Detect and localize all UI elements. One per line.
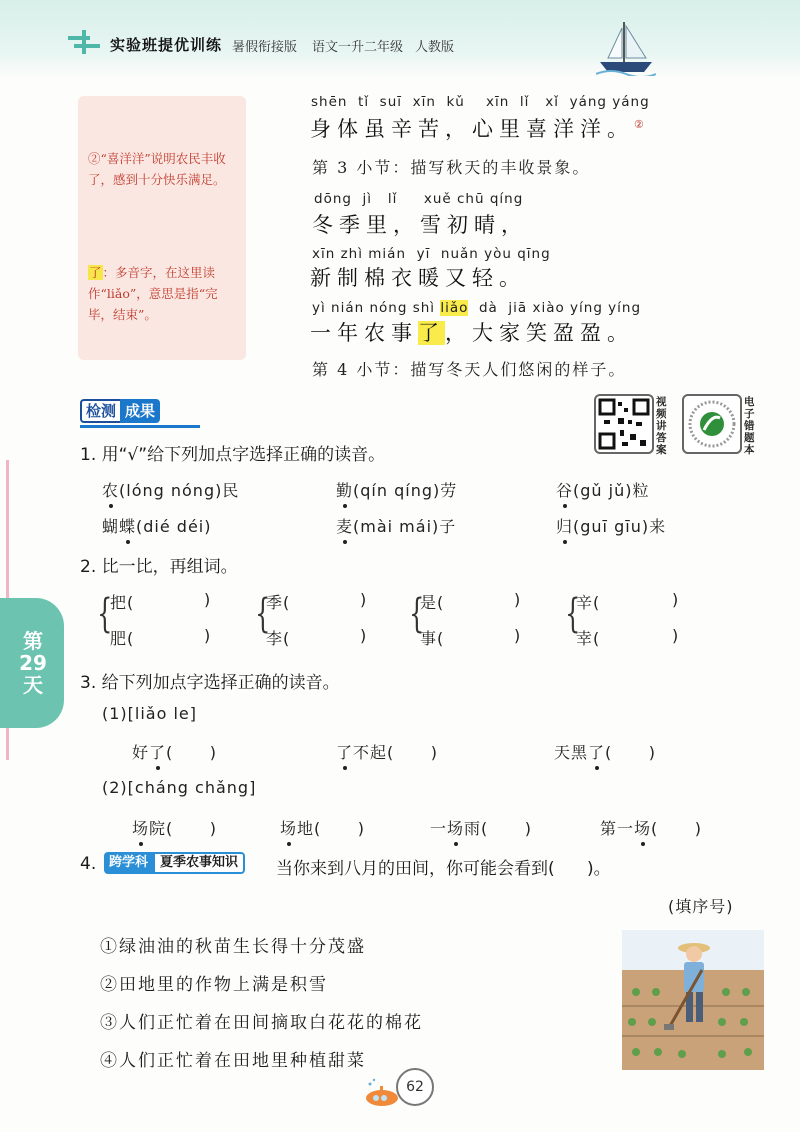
brace-icon: { (97, 591, 113, 637)
section-tag-a: 检测 (80, 399, 120, 423)
annotation-note-1: ②“喜洋洋”说明农民丰收了，感到十分快乐满足。 (88, 151, 226, 187)
cross-subject-tag-b: 夏季农事知识 (153, 852, 245, 874)
q3-g2-item-4 (600, 816, 702, 839)
q2-word-3a[interactable]: 是( (420, 593, 445, 612)
section-4-note: 第 4 小节：描写冬天人们悠闲的样子。 (312, 360, 627, 379)
mistake-book-qr-label: 电子错题本 (744, 396, 755, 456)
q3-g2-item-2 (280, 816, 365, 839)
poem-line4-pinyin-highlight: liǎo (440, 300, 469, 316)
q3-g2-item-1 (132, 816, 217, 839)
answer-blank[interactable]: 雨( ) (464, 819, 533, 838)
poem-line4-highlight: 了 (418, 321, 445, 345)
annotation-note-2-text: ：多音字，在这里读作“liǎo”，意思是指“完毕，结束”。 (88, 265, 218, 322)
q2-close: ) (672, 590, 680, 609)
answer-blank[interactable]: ( ) (166, 743, 218, 762)
dotted-char: 了 (149, 743, 167, 762)
poem-line2-pinyin: dōng jì lǐ xuě chū qíng (314, 191, 524, 207)
answer-blank[interactable]: ( ) (651, 819, 703, 838)
question-4-number: 4. (80, 854, 97, 874)
q2-word-2b[interactable]: 李( (266, 629, 291, 648)
grade-label: 语文一升二年级 (312, 40, 404, 55)
q2-close: ) (672, 626, 680, 645)
q1-item-2 (336, 478, 457, 501)
question-4-hint: (填序号) (668, 897, 734, 916)
q4-option-4: ④人们正忙着在田地里种植甜菜 (100, 1051, 366, 1071)
q2-word-1b[interactable]: 肥( (110, 629, 135, 648)
char-after: 粒 (632, 481, 650, 500)
header-deco-icon (68, 30, 102, 54)
q1-item-6 (556, 514, 666, 537)
q1-item-3 (556, 478, 649, 501)
q2-word-2a[interactable]: 季( (266, 593, 291, 612)
section-tag (80, 399, 160, 423)
dotted-char: 归 (556, 517, 574, 536)
annotation-note-2 (88, 262, 240, 325)
video-qr-code[interactable] (594, 394, 654, 454)
q3-g1-item-1 (132, 740, 217, 763)
answer-blank[interactable]: 院( ) (149, 819, 218, 838)
q1-item-1 (102, 478, 239, 501)
section-tag-b: 成果 (120, 399, 160, 423)
dotted-char: 勤 (336, 481, 354, 500)
section-3-note: 第 3 小节：描写秋天的丰收景象。 (312, 158, 591, 177)
day-tab-label: 第29天 (19, 629, 47, 697)
q2-close: ) (514, 590, 522, 609)
char-after: 来 (649, 517, 667, 536)
cross-subject-tag-a: 跨学科 (104, 852, 153, 874)
word-part: 天黑 (554, 743, 589, 762)
pinyin-options[interactable]: (guī gīu) (573, 517, 650, 536)
highlight-char: 了 (89, 265, 102, 280)
dotted-char: 了 (336, 743, 354, 762)
sailboat-icon (596, 18, 656, 76)
word-part: 好 (132, 743, 150, 762)
q1-item-5 (336, 514, 456, 537)
section-divider (80, 425, 200, 428)
q1-item-4 (102, 514, 212, 537)
q3-g1-item-3 (554, 740, 656, 763)
question-3-title: 3. 给下列加点字选择正确的读音。 (80, 673, 340, 693)
brace-icon: { (565, 591, 581, 637)
q2-close: ) (204, 626, 212, 645)
poem-line1 (310, 113, 644, 143)
poem-line2: 冬季里，雪初晴， (312, 213, 528, 237)
poem-line4-b: ，大家笑盈盈。 (445, 321, 634, 345)
annotation-box (78, 96, 246, 360)
q4-option-2: ②田地里的作物上满是积雪 (100, 975, 328, 995)
answer-blank[interactable]: 地( ) (297, 819, 366, 838)
char-after: 民 (222, 481, 240, 500)
dotted-char: 场 (634, 819, 652, 838)
question-1-title: 1. 用“√”给下列加点字选择正确的读音。 (80, 445, 386, 465)
q4-option-1: ①绿油油的秋苗生长得十分茂盛 (100, 937, 366, 957)
dotted-char: 蝶 (119, 517, 137, 536)
q2-close: ) (514, 626, 522, 645)
brace-icon: { (255, 591, 271, 637)
pinyin-options[interactable]: (lóng nóng) (119, 481, 223, 500)
dotted-char: 农 (102, 481, 120, 500)
word-part: 一 (430, 819, 448, 838)
q4-option-3: ③人们正忙着在田间摘取白花花的棉花 (100, 1013, 423, 1033)
dotted-char: 场 (132, 819, 150, 838)
pinyin-options[interactable]: (dié déi) (136, 517, 212, 536)
publisher-label: 人教版 (415, 40, 455, 55)
cross-subject-tag (104, 852, 245, 874)
answer-blank[interactable]: ( ) (605, 743, 657, 762)
page-number: 62 (396, 1068, 434, 1106)
word-part: 第一 (600, 819, 635, 838)
q2-word-3b[interactable]: 事( (420, 629, 445, 648)
q2-close: ) (204, 590, 212, 609)
footnote-marker: ② (634, 118, 644, 131)
poem-line3: 新制棉衣暖又轻。 (310, 266, 526, 290)
dotted-char: 麦 (336, 517, 354, 536)
question-4-text[interactable]: 当你来到八月的田间，你可能会看到( )。 (276, 859, 611, 879)
farmer-illustration (622, 930, 764, 1070)
poem-line4 (310, 317, 634, 347)
dotted-char: 了 (588, 743, 606, 762)
q3-g1-item-2 (336, 740, 438, 763)
q3-group1-label: (1)[liǎo le] (102, 704, 198, 723)
q2-word-4b[interactable]: 幸( (576, 629, 601, 648)
poem-line4-pinyin-a: yì nián nóng shì (312, 300, 436, 316)
pinyin-options[interactable]: (mài mái) (353, 517, 440, 536)
poem-line1-text: 身体虽辛苦，心里喜洋洋。 (310, 117, 634, 141)
pinyin-options[interactable]: (qín qíng) (353, 481, 441, 500)
char-after: 劳 (440, 481, 458, 500)
char-before: 蝴 (102, 517, 120, 536)
mistake-book-qr-code[interactable] (682, 394, 742, 454)
video-qr-label: 视频讲答案 (656, 396, 667, 456)
dotted-char: 场 (447, 819, 465, 838)
poem-line3-pinyin: xīn zhì mián yī nuǎn yòu qīng (312, 246, 551, 262)
dotted-char: 场 (280, 819, 298, 838)
char-after: 子 (439, 517, 457, 536)
poem-line4-pinyin (312, 300, 641, 316)
q2-close: ) (360, 590, 368, 609)
q2-word-1a[interactable]: 把( (110, 593, 135, 612)
question-2-title: 2. 比一比，再组词。 (80, 557, 238, 577)
poem-line1-pinyin: shēn tǐ suī xīn kǔ xīn lǐ xǐ yáng yáng (311, 94, 650, 110)
brace-icon: { (409, 591, 425, 637)
brand-title: 实验班提优训练 (110, 36, 223, 54)
answer-blank[interactable]: 不起( ) (353, 743, 439, 762)
edition-label: 暑假衔接版 (232, 40, 298, 55)
q3-g2-item-3 (430, 816, 532, 839)
q2-word-4a[interactable]: 辛( (576, 593, 601, 612)
poem-line4-pinyin-b: dà jiā xiào yíng yíng (478, 300, 642, 316)
dotted-char: 谷 (556, 481, 574, 500)
q2-close: ) (360, 626, 368, 645)
pinyin-options[interactable]: (gǔ jǔ) (573, 481, 633, 500)
poem-line4-a: 一年农事 (310, 321, 418, 345)
q3-group2-label: (2)[cháng chǎng] (102, 778, 257, 797)
